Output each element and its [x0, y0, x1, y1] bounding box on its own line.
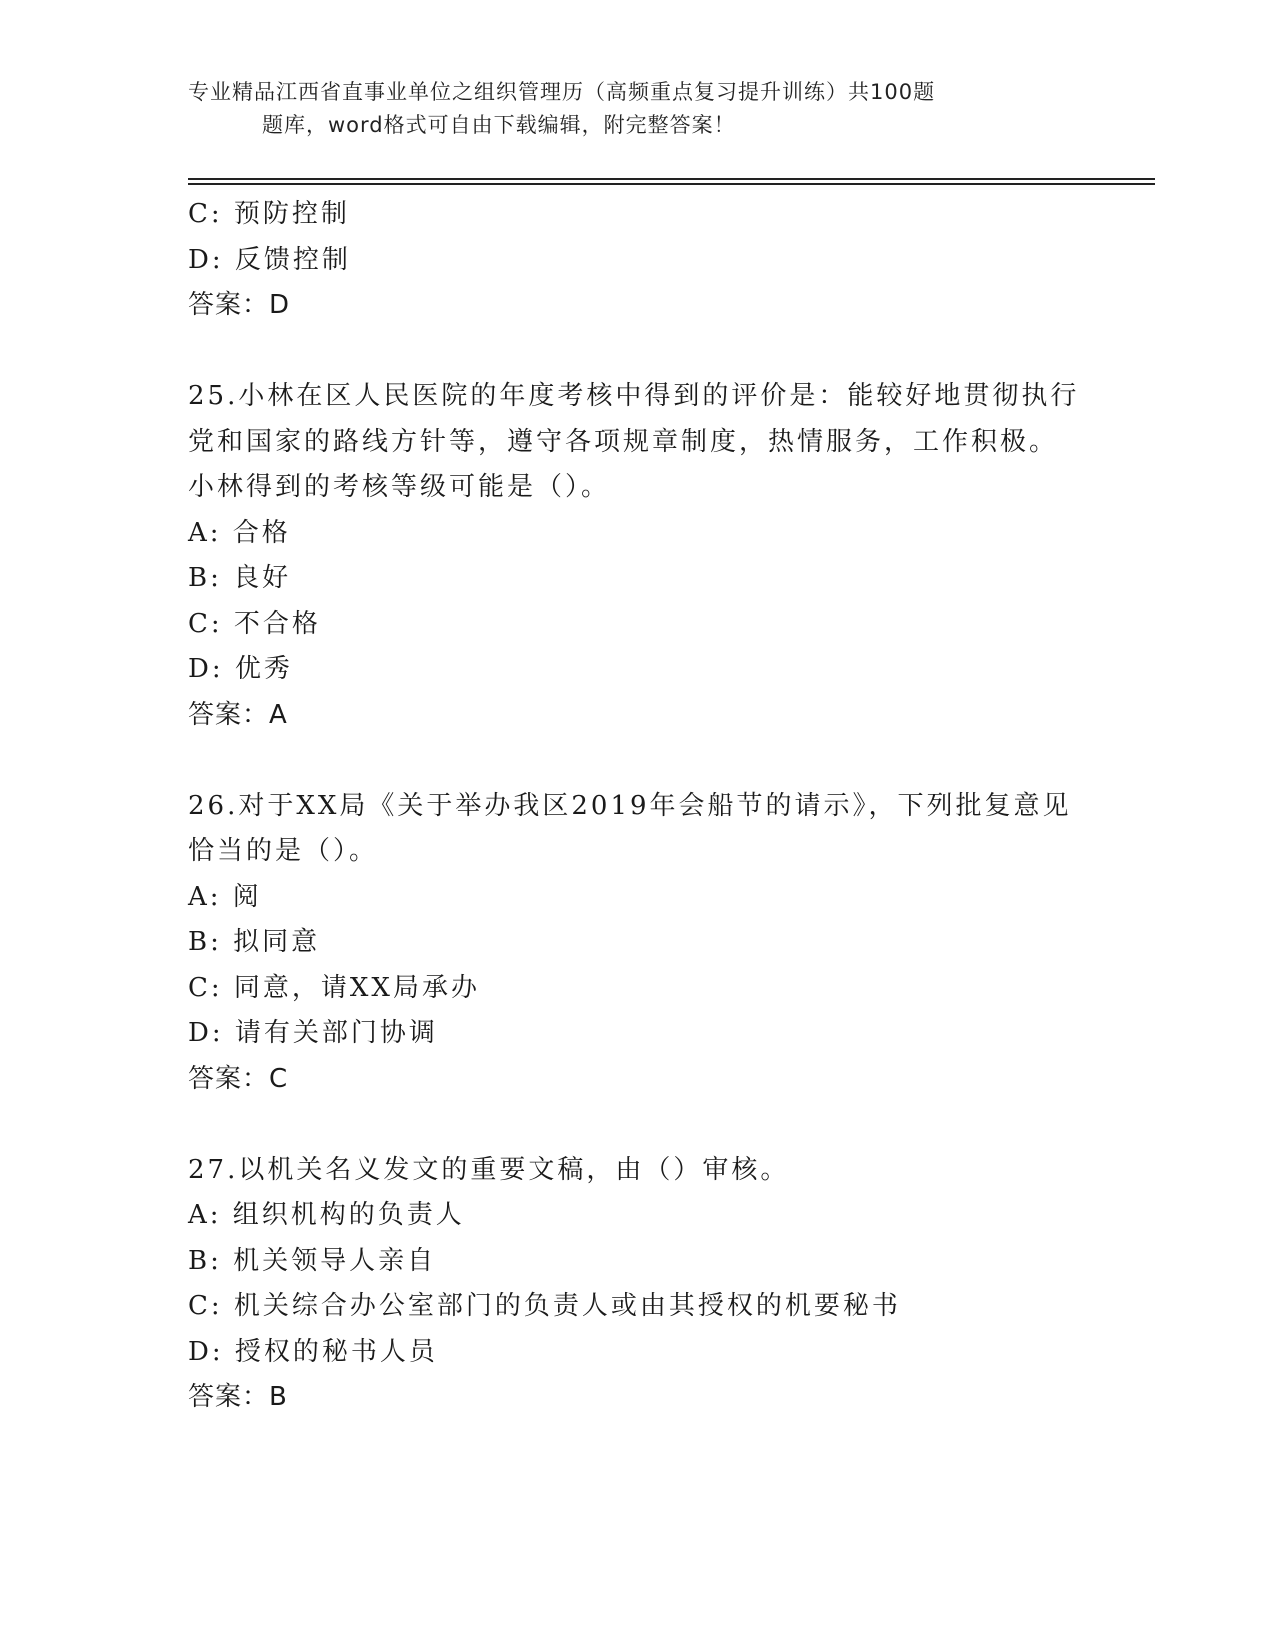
- option-b: B: 机关领导人亲自: [188, 1245, 437, 1276]
- answer: 答案：A: [188, 699, 288, 730]
- option-c: C: 机关综合办公室部门的负责人或由其授权的机要秘书: [188, 1291, 901, 1321]
- header-rule-bottom: [188, 183, 1155, 185]
- question-25: [188, 374, 1128, 738]
- spacer: [188, 329, 1128, 375]
- option-b: B: 良好: [188, 563, 292, 593]
- option-d: D: 请有关部门协调: [188, 1018, 438, 1048]
- question-text-line: 党和国家的路线方针等，遵守各项规章制度，热情服务，工作积极。: [188, 426, 1059, 457]
- answer: 答案：D: [188, 290, 291, 320]
- header-line-2: 题库，word格式可自由下载编辑，附完整答案！: [262, 113, 736, 137]
- question-fragment: [188, 192, 1128, 329]
- header-rule-top: [188, 178, 1155, 180]
- page-header: [188, 76, 1088, 142]
- option-a: A: 组织机构的负责人: [188, 1200, 465, 1230]
- option-a: A: 合格: [188, 517, 291, 548]
- header-line-1: 专业精品江西省直事业单位之组织管理历（高频重点复习提升训练）共100题: [188, 80, 936, 104]
- question-text-line: 26.对于XX局《关于举办我区2019年会船节的请示》，下列批复意见: [188, 790, 1072, 821]
- question-text-line: 恰当的是（）。: [188, 836, 379, 866]
- option-c: C: 不合格: [188, 608, 321, 639]
- option-d: D: 授权的秘书人员: [188, 1336, 438, 1367]
- spacer: [188, 1102, 1128, 1148]
- option-b: B: 拟同意: [188, 927, 321, 957]
- spacer: [188, 738, 1128, 784]
- question-27: [188, 1148, 1128, 1421]
- question-text-line: 27.以机关名义发文的重要文稿，由（）审核。: [188, 1154, 790, 1185]
- option-c: C: 同意，请XX局承办: [188, 972, 480, 1003]
- option-c: C: 预防控制: [188, 199, 350, 229]
- question-26: [188, 784, 1128, 1103]
- question-text-line: 小林得到的考核等级可能是（）。: [188, 472, 611, 502]
- answer: 答案：C: [188, 1063, 289, 1094]
- question-text-line: 25.小林在区人民医院的年度考核中得到的评价是：能较好地贯彻执行: [188, 381, 1080, 411]
- option-a: A: 阅: [188, 881, 262, 912]
- option-d: D: 优秀: [188, 654, 293, 684]
- option-d: D: 反馈控制: [188, 244, 351, 275]
- document-body: [188, 192, 1128, 1421]
- answer: 答案：B: [188, 1382, 288, 1412]
